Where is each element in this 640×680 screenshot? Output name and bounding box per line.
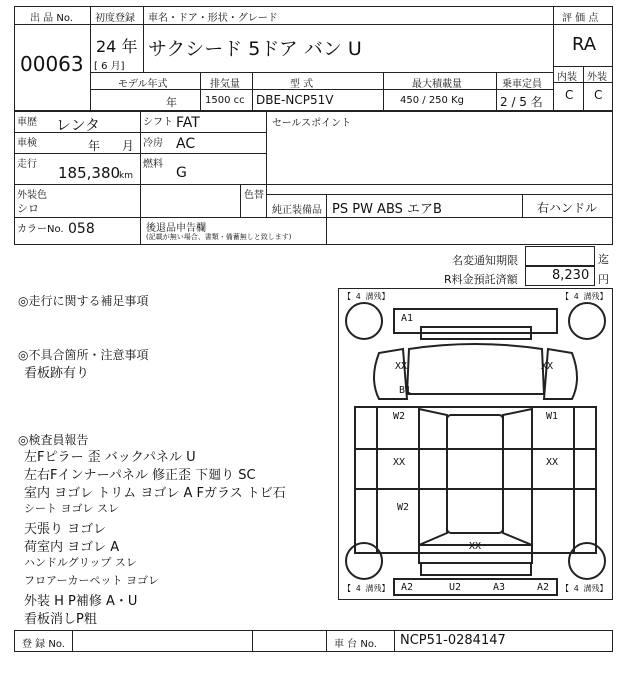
recycle-unit: 円	[598, 273, 609, 286]
capacity-label: 乗車定員	[502, 79, 542, 90]
mileage-unit: km	[119, 171, 133, 181]
first-reg-label: 初度登録	[95, 13, 135, 24]
defects-heading: ◎不具合箇所・注意事項	[18, 348, 149, 362]
inspector-line: 左Fピラー 歪 バックパネル U	[24, 450, 196, 465]
color-no-value: 058	[68, 221, 95, 237]
tire-label-front-left: 【 4 溝残】	[343, 292, 390, 301]
max-load-label: 最大積載量	[412, 79, 462, 90]
mark-rear-center2: A3	[493, 582, 506, 593]
car-outline	[339, 289, 612, 599]
mark-rear-center: U2	[449, 582, 462, 593]
fuel-label: 燃料	[143, 159, 163, 170]
tire-label-rear-right: 【 4 溝残】	[561, 584, 608, 593]
aircon-value: AC	[176, 136, 196, 152]
name-change-unit: 迄	[598, 253, 609, 266]
ext-color-label: 外装色	[17, 190, 47, 201]
exterior-value: C	[594, 88, 603, 102]
mark-cargo: XX	[469, 541, 482, 552]
mark-rear-right: A2	[537, 582, 550, 593]
aftermarket-note: (記載が無い場合、書類・備蓄無しと致します)	[146, 233, 292, 241]
shift-value: FAT	[176, 115, 200, 131]
defects-line: 看板跡有り	[24, 366, 90, 381]
max-load-value: 450 / 250 Kg	[400, 95, 464, 106]
hood	[407, 344, 544, 394]
inspection-label: 車検	[17, 138, 37, 149]
equipment-label: 純正装備品	[272, 205, 322, 216]
tire-front-right	[569, 303, 605, 339]
displacement-value: 1500 cc	[205, 95, 245, 106]
inspector-line: シート ヨゴレ スレ	[24, 502, 119, 515]
mark-r-rear-door: XX	[546, 457, 559, 468]
right-fender	[544, 349, 577, 399]
inspector-line: 看板消しP粗	[24, 612, 97, 627]
mark-rear-left: A2	[401, 582, 414, 593]
capacity-value: 2 / 5 名	[500, 95, 543, 109]
tire-front-left	[346, 303, 382, 339]
damage-diagram	[338, 288, 613, 600]
interior-value: C	[565, 88, 574, 102]
tailgate-lower	[421, 563, 531, 575]
type-label: 型 式	[290, 79, 314, 90]
inspector-line: ハンドルグリップ スレ	[24, 556, 137, 569]
history-label: 車歴	[17, 117, 37, 128]
inspector-line: 外装 H P補修 A・U	[24, 594, 138, 609]
mark-l-rear-door: XX	[393, 457, 406, 468]
chassis-label: 車 台 No.	[334, 639, 377, 650]
reg-no-label: 登 録 No.	[22, 639, 65, 650]
aircon-label: 冷房	[143, 138, 163, 149]
inspector-line: 左右Fインナーパネル 修正歪 下廻り SC	[24, 468, 256, 483]
ext-color-value: シロ	[17, 202, 39, 215]
aftermarket-label: 後退品申告欄	[146, 223, 206, 234]
inspector-line: フロアーカーペット ヨゴレ	[24, 574, 159, 587]
roof	[447, 415, 503, 533]
inspection-value: 年 月	[88, 139, 134, 153]
displacement-label: 排気量	[210, 79, 240, 90]
driving-heading: ◎走行に関する補足事項	[18, 294, 149, 308]
steering-value: 右ハンドル	[537, 201, 598, 215]
mileage-value: 185,380	[58, 164, 121, 182]
score-label: 評 価 点	[562, 13, 599, 24]
tire-label-front-right: 【 4 溝残】	[561, 292, 608, 301]
shift-label: シフト	[143, 117, 173, 128]
mark-r-front-door: W1	[546, 411, 559, 422]
mileage-label: 走行	[17, 159, 37, 170]
name-change-box	[525, 246, 595, 266]
mark-l-front-door: W2	[393, 411, 406, 422]
mark-fr-fender: XX	[541, 361, 554, 372]
mark-front-bumper: A1	[401, 313, 414, 324]
exterior-label: 外装	[587, 72, 607, 83]
lot-label: 出 品 No.	[30, 13, 73, 24]
lot-number: 00063	[20, 52, 84, 76]
score-value: RA	[572, 34, 597, 55]
history-value: レンタ	[56, 116, 101, 134]
front-bumper	[394, 309, 557, 333]
equipment-value: PS PW ABS エアB	[332, 202, 442, 217]
name-change-label: 名変通知期限	[452, 254, 518, 267]
inspector-heading: ◎検査員報告	[18, 433, 89, 447]
mark-fl-fender: XX	[395, 361, 408, 372]
right-pillar	[503, 409, 532, 545]
rear-bumper	[394, 579, 557, 595]
footer-row	[14, 630, 613, 652]
vehicle-name: サクシード 5ドア バン U	[148, 38, 362, 60]
model-year-value: 年	[166, 96, 177, 109]
interior-label: 内装	[557, 72, 577, 83]
repaint-label: 色替	[244, 190, 264, 201]
inspector-line: 荷室内 ヨゴレ A	[24, 540, 120, 555]
name-label: 車名・ドア・形状・グレード	[148, 13, 278, 24]
color-no-label: カラーNo.	[17, 224, 64, 235]
model-year-label: モデル年式	[118, 79, 168, 90]
inspector-line: 室内 ヨゴレ トリム ヨゴレ A Fガラス トビ石	[24, 486, 286, 501]
sales-point-label: セールスポイント	[272, 118, 352, 129]
first-reg-month: [ 6 月]	[94, 61, 125, 72]
inspector-line: 天張り ヨゴレ	[24, 522, 107, 537]
tire-label-rear-left: 【 4 溝残】	[343, 584, 390, 593]
first-reg-year: 24 年	[96, 37, 138, 56]
type-value: DBE-NCP51V	[256, 93, 334, 107]
fuel-value: G	[176, 165, 187, 181]
recycle-value: 8,230	[552, 268, 590, 283]
mark-l-quarter: W2	[397, 502, 410, 513]
left-pillar	[419, 409, 447, 545]
recycle-label: R料金預託済額	[444, 273, 518, 286]
chassis-value: NCP51-0284147	[400, 633, 506, 648]
body-outline	[355, 407, 596, 553]
mark-pillar-left: B1	[399, 385, 412, 396]
